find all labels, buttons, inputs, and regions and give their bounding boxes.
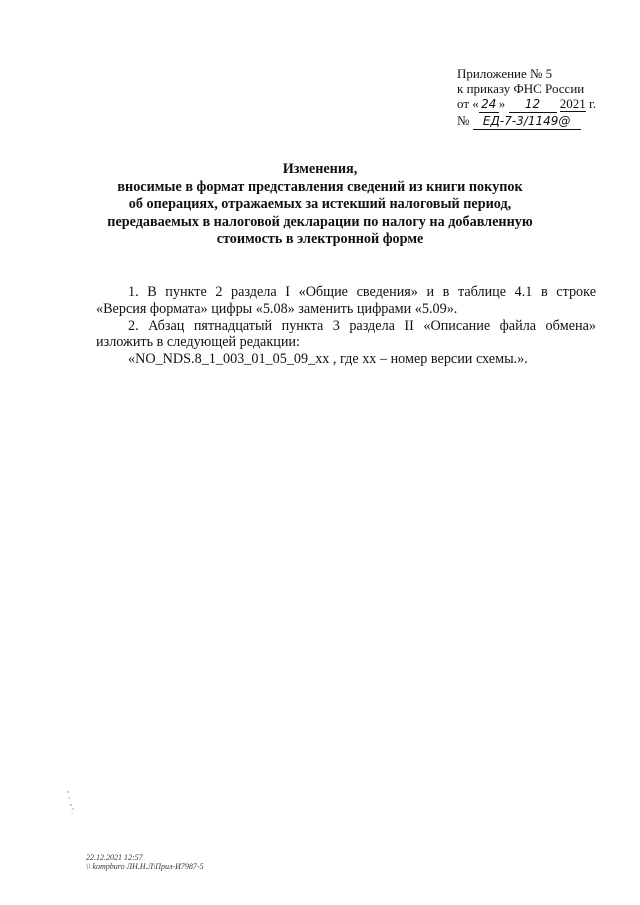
title-line-2: вносимые в формат представления сведений из книги покупок: [117, 178, 523, 195]
date-mid: »: [498, 96, 506, 111]
title-line-1: Изменения,: [282, 161, 358, 177]
paragraph-2-line-2: изложить в следующей редакции:: [96, 334, 300, 351]
document-title: [80, 161, 560, 249]
document-body: [96, 284, 596, 368]
paragraph-1-line-1: 1. В пункте 2 раздела I «Общие сведения» и в таблице 4.1 в строке: [128, 284, 596, 300]
date-month: 12: [509, 97, 557, 113]
title-line-3: об операциях, отражаемых за истекший налоговый период,: [128, 196, 512, 213]
appendix-order-ref: к приказу ФНС России: [457, 81, 585, 96]
scan-speck-mark: [66, 790, 76, 815]
title-line-5: стоимость в электронной форме: [216, 231, 424, 248]
footer-file-path: \\ kompburo ЛН.Н.Л\Прил-И7987-5: [86, 862, 204, 871]
paragraph-1-line-2: «Версия формата» цифры «5.08» заменить цифрами «5.09».: [96, 300, 458, 317]
number-prefix: №: [457, 113, 470, 128]
date-year: 2021: [559, 96, 586, 111]
appendix-date-line: [457, 96, 596, 113]
date-suffix: г.: [589, 96, 597, 111]
date-prefix: от «: [457, 96, 479, 111]
appendix-number: Приложение № 5: [457, 66, 553, 81]
date-day: 24: [479, 97, 499, 113]
paragraph-2-line-3: «NO_NDS.8_1_003_01_05_09_xx , где xx – номер версии схемы.».: [128, 351, 528, 368]
print-footer: [86, 853, 204, 871]
appendix-number-line: [457, 113, 596, 130]
appendix-header: [457, 66, 596, 130]
paragraph-2-line-1: 2. Абзац пятнадцатый пункта 3 раздела II «Описание файла обмена»: [128, 317, 596, 334]
title-line-4: передаваемых в налоговой декларации по налогу на добавленную: [107, 213, 533, 230]
order-number: ЕД-7-3/1149@: [473, 114, 581, 130]
footer-timestamp: 22.12.2021 12:57: [86, 853, 143, 862]
